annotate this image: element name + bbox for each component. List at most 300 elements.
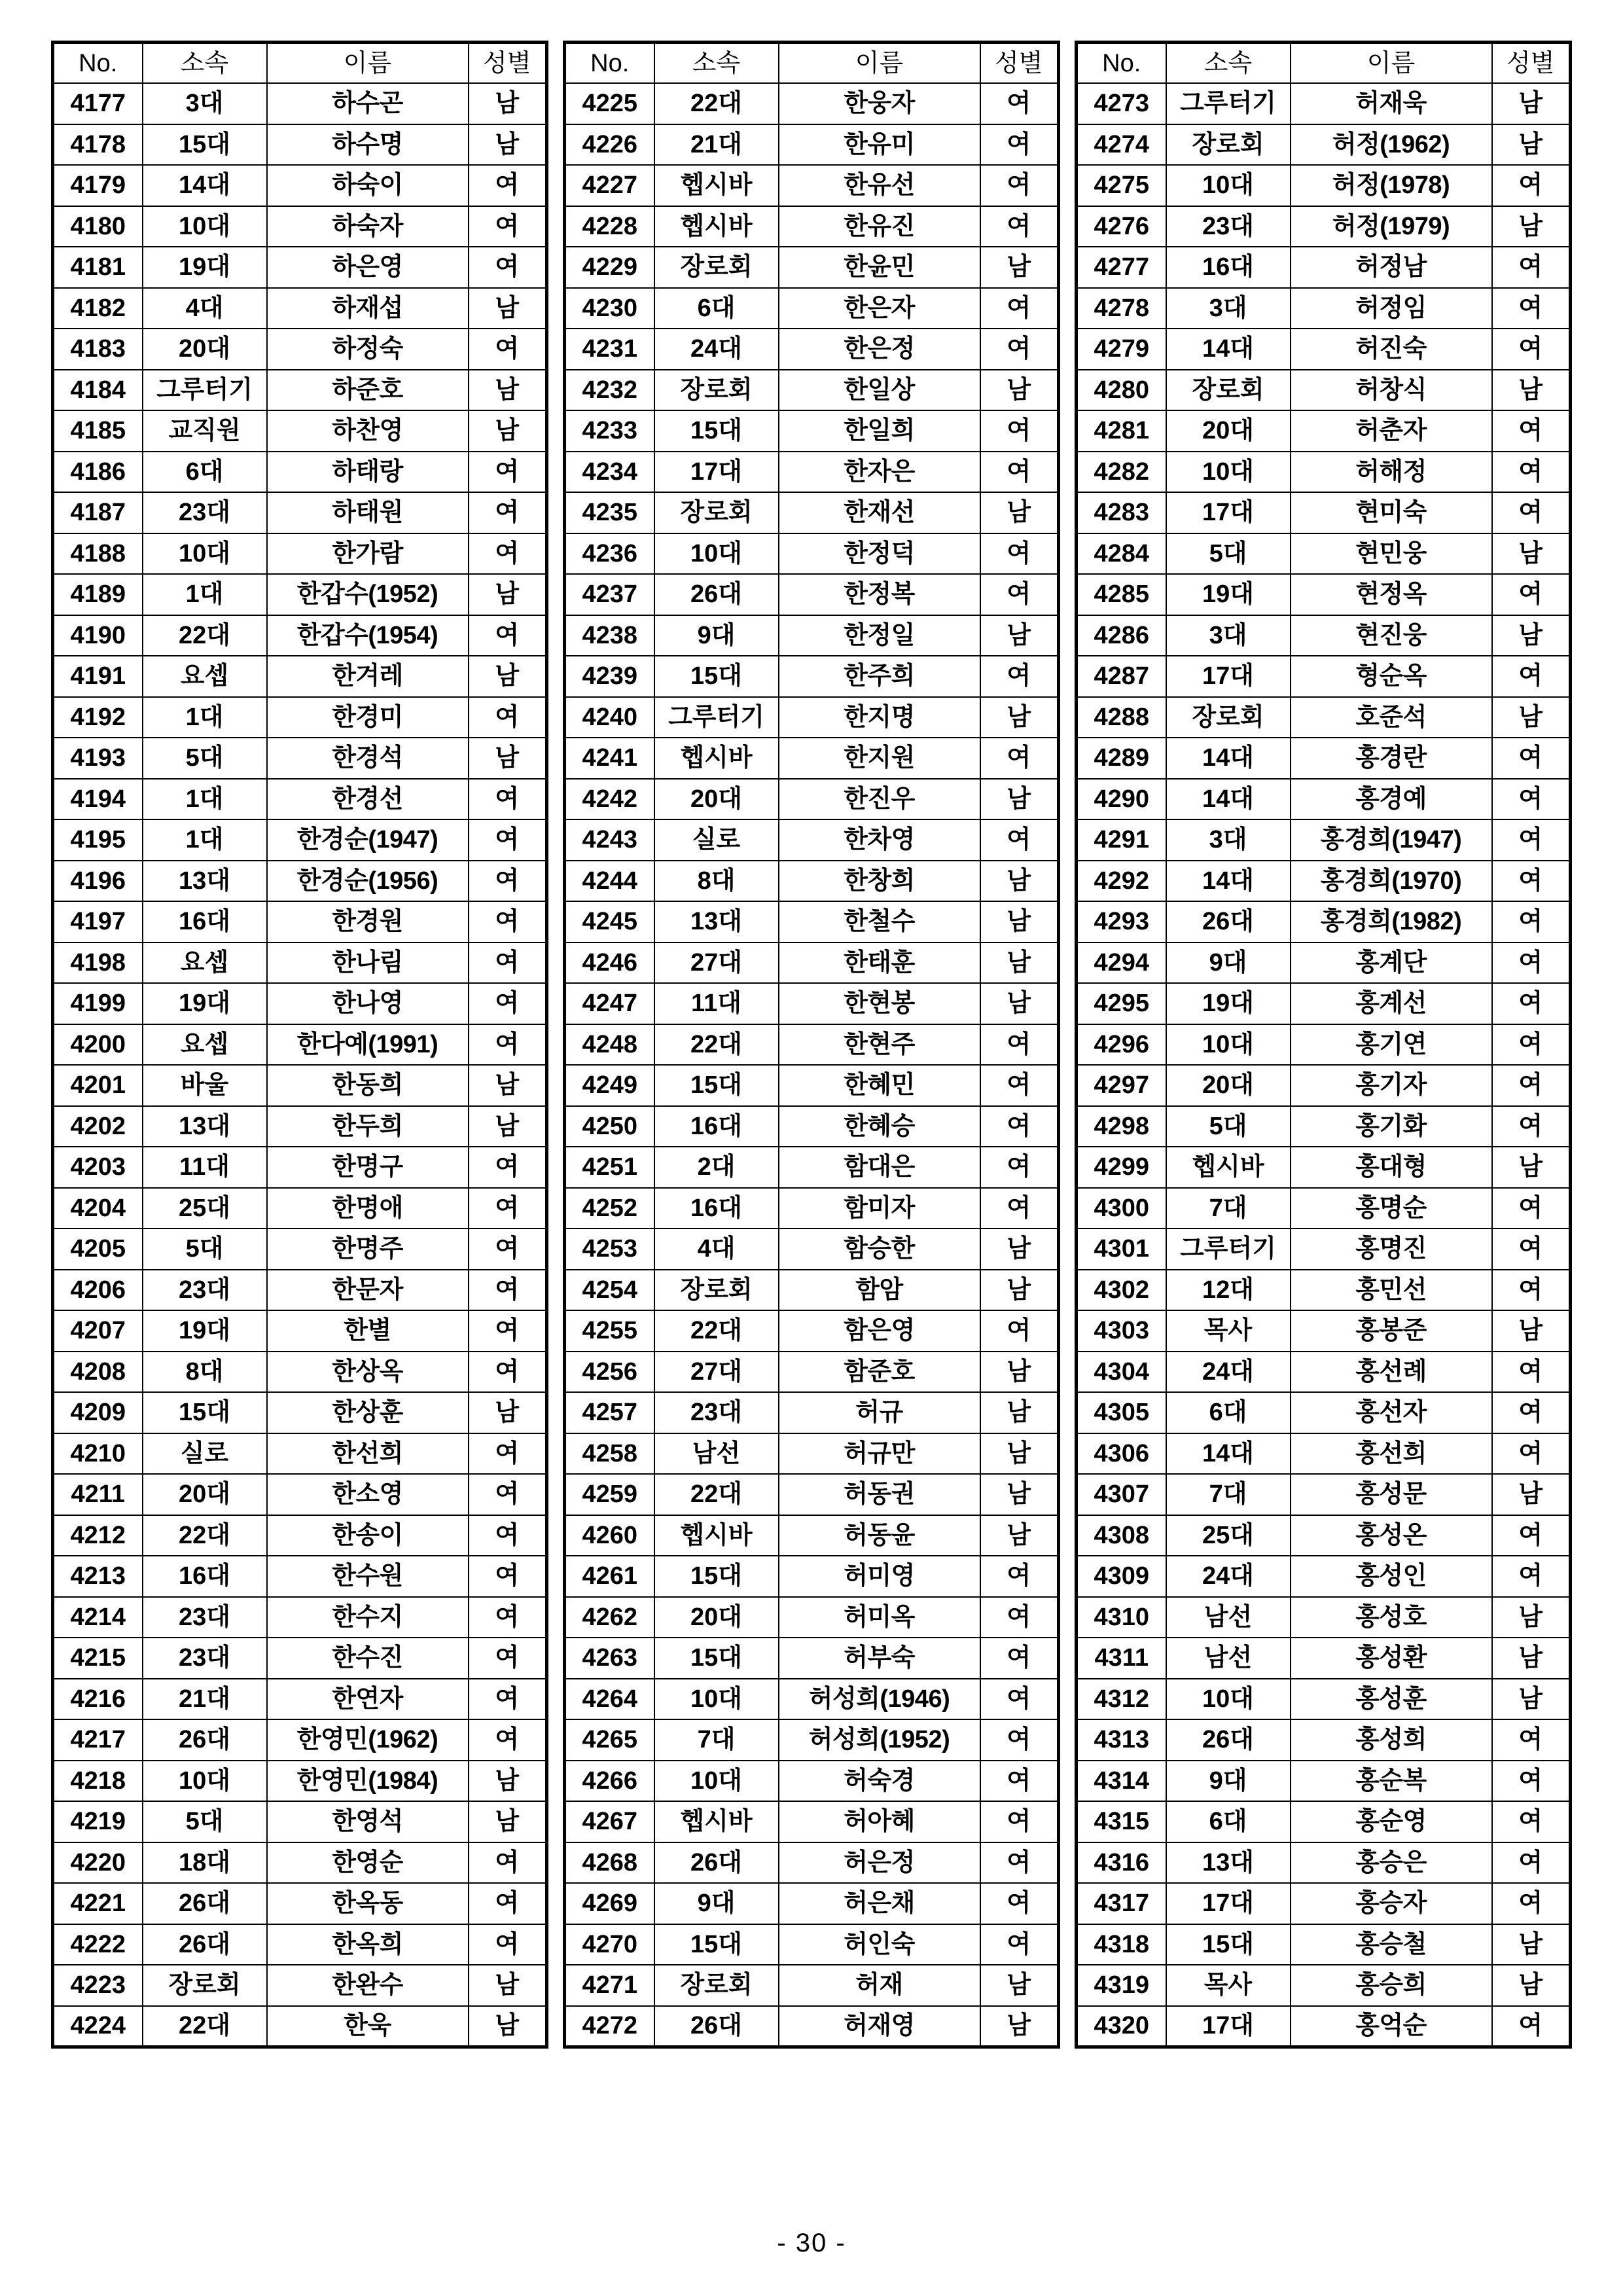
cell-sex: 여 — [980, 1801, 1059, 1842]
cell-name: 홍계선 — [1291, 983, 1492, 1024]
cell-no: 4256 — [565, 1352, 654, 1393]
cell-name: 홍기화 — [1291, 1106, 1492, 1147]
cell-org: 22대 — [654, 1024, 779, 1066]
cell-org: 요셉 — [143, 1024, 267, 1066]
cell-org: 11대 — [143, 1147, 267, 1188]
cell-org: 21대 — [654, 124, 779, 166]
cell-name: 함대은 — [779, 1147, 980, 1188]
cell-sex: 여 — [980, 1924, 1059, 1965]
cell-org: 26대 — [654, 1842, 779, 1884]
cell-sex: 여 — [1492, 1433, 1571, 1475]
cell-name: 하재섭 — [267, 288, 469, 329]
cell-sex: 남 — [469, 370, 547, 411]
table-row — [1077, 1229, 1571, 1270]
cell-sex: 남 — [469, 410, 547, 452]
cell-no: 4286 — [1077, 615, 1166, 656]
table-row — [565, 1352, 1059, 1393]
cell-sex: 남 — [980, 1392, 1059, 1433]
table-row — [53, 329, 547, 370]
cell-no: 4202 — [53, 1106, 143, 1147]
cell-name: 한상훈 — [267, 1392, 469, 1433]
table-row — [1077, 1188, 1571, 1229]
cell-sex: 여 — [1492, 1270, 1571, 1311]
cell-no: 4250 — [565, 1106, 654, 1147]
cell-name: 한수지 — [267, 1597, 469, 1638]
cell-sex: 남 — [1492, 124, 1571, 166]
cell-org: 27대 — [654, 942, 779, 984]
cell-sex: 여 — [1492, 1024, 1571, 1066]
table-row — [565, 1106, 1059, 1147]
cell-name: 한명구 — [267, 1147, 469, 1188]
cell-org: 21대 — [143, 1679, 267, 1720]
cell-sex: 여 — [1492, 656, 1571, 697]
cell-name: 홍승철 — [1291, 1924, 1492, 1965]
cell-name: 홍경예 — [1291, 779, 1492, 820]
cell-sex: 여 — [1492, 983, 1571, 1024]
header-row — [53, 43, 547, 84]
cell-org: 15대 — [143, 1392, 267, 1433]
cell-name: 하숙이 — [267, 165, 469, 206]
cell-name: 허미영 — [779, 1556, 980, 1597]
table-row — [53, 697, 547, 738]
cell-sex: 여 — [980, 1147, 1059, 1188]
cell-org: 26대 — [1166, 1719, 1291, 1761]
table-row — [53, 656, 547, 697]
table-row — [565, 1474, 1059, 1515]
cell-org: 장로회 — [654, 1965, 779, 2006]
cell-name: 한지명 — [779, 697, 980, 738]
column-header-sex: 성별 — [1492, 43, 1571, 84]
cell-org: 22대 — [654, 83, 779, 124]
cell-name: 현진웅 — [1291, 615, 1492, 656]
cell-name: 홍대형 — [1291, 1147, 1492, 1188]
cell-sex: 남 — [980, 1352, 1059, 1393]
table-row — [1077, 942, 1571, 984]
cell-org: 장로회 — [1166, 370, 1291, 411]
cell-name: 홍성희 — [1291, 1719, 1492, 1761]
cell-sex: 여 — [1492, 452, 1571, 493]
cell-sex: 남 — [469, 738, 547, 779]
cell-name: 홍순복 — [1291, 1761, 1492, 1802]
cell-no: 4206 — [53, 1270, 143, 1311]
cell-no: 4184 — [53, 370, 143, 411]
column-header-sex: 성별 — [469, 43, 547, 84]
table-row — [1077, 697, 1571, 738]
cell-no: 4288 — [1077, 697, 1166, 738]
table-row — [565, 370, 1059, 411]
cell-sex: 여 — [980, 83, 1059, 124]
cell-org: 19대 — [143, 247, 267, 288]
cell-org: 24대 — [1166, 1556, 1291, 1597]
cell-name: 허은채 — [779, 1883, 980, 1924]
table-row — [565, 410, 1059, 452]
cell-no: 4284 — [1077, 533, 1166, 575]
table-row — [1077, 1679, 1571, 1720]
cell-org: 14대 — [1166, 861, 1291, 902]
cell-sex: 남 — [980, 247, 1059, 288]
cell-name: 한영민(1962) — [267, 1719, 469, 1761]
cell-name: 홍경희(1970) — [1291, 861, 1492, 902]
cell-name: 한옥동 — [267, 1883, 469, 1924]
cell-no: 4236 — [565, 533, 654, 575]
cell-sex: 여 — [469, 1352, 547, 1393]
table-row — [565, 329, 1059, 370]
cell-no: 4282 — [1077, 452, 1166, 493]
cell-no: 4185 — [53, 410, 143, 452]
cell-name: 한영순 — [267, 1842, 469, 1884]
cell-sex: 여 — [1492, 1883, 1571, 1924]
cell-no: 4193 — [53, 738, 143, 779]
table-row — [565, 574, 1059, 615]
table-row — [53, 165, 547, 206]
cell-org: 17대 — [1166, 2006, 1291, 2047]
cell-org: 3대 — [1166, 615, 1291, 656]
table-row — [1077, 1883, 1571, 1924]
table-row — [53, 1392, 547, 1433]
cell-name: 홍경희(1982) — [1291, 901, 1492, 942]
table-row — [565, 697, 1059, 738]
cell-no: 4319 — [1077, 1965, 1166, 2006]
cell-no: 4243 — [565, 819, 654, 861]
table-row — [1077, 247, 1571, 288]
table-row — [53, 779, 547, 820]
cell-sex: 여 — [469, 206, 547, 247]
cell-org: 13대 — [1166, 1842, 1291, 1884]
cell-org: 27대 — [654, 1352, 779, 1393]
cell-sex: 여 — [1492, 1392, 1571, 1433]
table-row — [1077, 1065, 1571, 1106]
cell-org: 16대 — [143, 901, 267, 942]
table-row — [565, 1679, 1059, 1720]
cell-org: 26대 — [143, 1883, 267, 1924]
cell-sex: 남 — [1492, 1924, 1571, 1965]
roster-table-3 — [1075, 41, 1572, 2049]
cell-no: 4189 — [53, 574, 143, 615]
cell-no: 4269 — [565, 1883, 654, 1924]
table-row — [53, 1065, 547, 1106]
cell-name: 한문자 — [267, 1270, 469, 1311]
cell-name: 현정옥 — [1291, 574, 1492, 615]
cell-sex: 여 — [469, 1433, 547, 1475]
header-row — [565, 43, 1059, 84]
cell-name: 한나림 — [267, 942, 469, 984]
cell-sex: 남 — [1492, 1638, 1571, 1679]
cell-no: 4195 — [53, 819, 143, 861]
cell-name: 한현주 — [779, 1024, 980, 1066]
cell-name: 하수곤 — [267, 83, 469, 124]
cell-org: 13대 — [654, 901, 779, 942]
cell-no: 4237 — [565, 574, 654, 615]
cell-org: 17대 — [1166, 656, 1291, 697]
cell-name: 허미옥 — [779, 1597, 980, 1638]
cell-sex: 남 — [1492, 1597, 1571, 1638]
table-row — [565, 1842, 1059, 1884]
cell-sex: 남 — [980, 1229, 1059, 1270]
table-row — [53, 1801, 547, 1842]
cell-name: 홍명순 — [1291, 1188, 1492, 1229]
cell-no: 4287 — [1077, 656, 1166, 697]
table-row — [53, 1556, 547, 1597]
table-row — [53, 615, 547, 656]
cell-no: 4312 — [1077, 1679, 1166, 1720]
cell-no: 4247 — [565, 983, 654, 1024]
cell-sex: 여 — [980, 574, 1059, 615]
cell-name: 한정복 — [779, 574, 980, 615]
table-row — [1077, 1106, 1571, 1147]
cell-org: 6대 — [654, 288, 779, 329]
cell-org: 16대 — [654, 1106, 779, 1147]
cell-name: 한주희 — [779, 656, 980, 697]
cell-no: 4264 — [565, 1679, 654, 1720]
cell-no: 4248 — [565, 1024, 654, 1066]
cell-name: 한연자 — [267, 1679, 469, 1720]
table-header-1 — [53, 43, 547, 84]
cell-no: 4252 — [565, 1188, 654, 1229]
table-row — [1077, 983, 1571, 1024]
cell-sex: 여 — [1492, 1556, 1571, 1597]
table-row — [565, 288, 1059, 329]
cell-sex: 남 — [469, 1965, 547, 2006]
cell-no: 4314 — [1077, 1761, 1166, 1802]
cell-name: 하은영 — [267, 247, 469, 288]
cell-no: 4304 — [1077, 1352, 1166, 1393]
table-row — [1077, 1147, 1571, 1188]
cell-no: 4292 — [1077, 861, 1166, 902]
cell-org: 그루터기 — [1166, 1229, 1291, 1270]
column-header-org: 소속 — [143, 43, 267, 84]
cell-name: 한유선 — [779, 165, 980, 206]
cell-org: 10대 — [1166, 1679, 1291, 1720]
cell-no: 4315 — [1077, 1801, 1166, 1842]
table-row — [565, 1392, 1059, 1433]
cell-name: 하수명 — [267, 124, 469, 166]
cell-no: 4194 — [53, 779, 143, 820]
cell-no: 4210 — [53, 1433, 143, 1475]
table-row — [565, 819, 1059, 861]
table-row — [53, 1924, 547, 1965]
cell-org: 14대 — [1166, 779, 1291, 820]
cell-sex: 여 — [1492, 574, 1571, 615]
table-row — [1077, 738, 1571, 779]
cell-sex: 남 — [980, 779, 1059, 820]
cell-sex: 여 — [1492, 861, 1571, 902]
cell-name: 한유미 — [779, 124, 980, 166]
cell-org: 장로회 — [654, 1270, 779, 1311]
cell-no: 4201 — [53, 1065, 143, 1106]
cell-sex: 남 — [980, 1965, 1059, 2006]
table-row — [1077, 452, 1571, 493]
table-row — [53, 861, 547, 902]
cell-name: 허재욱 — [1291, 83, 1492, 124]
table-row — [565, 1801, 1059, 1842]
table-row — [1077, 1024, 1571, 1066]
cell-no: 4186 — [53, 452, 143, 493]
cell-no: 4263 — [565, 1638, 654, 1679]
cell-sex: 여 — [1492, 2006, 1571, 2047]
cell-name: 허정임 — [1291, 288, 1492, 329]
table-row — [1077, 370, 1571, 411]
cell-org: 남선 — [1166, 1597, 1291, 1638]
cell-sex: 남 — [1492, 206, 1571, 247]
cell-name: 함암 — [779, 1270, 980, 1311]
cell-sex: 여 — [469, 247, 547, 288]
cell-org: 헵시바 — [654, 738, 779, 779]
cell-sex: 여 — [1492, 738, 1571, 779]
table-body-2 — [565, 83, 1059, 2047]
table-row — [1077, 206, 1571, 247]
cell-sex: 여 — [980, 1761, 1059, 1802]
cell-no: 4275 — [1077, 165, 1166, 206]
cell-name: 홍승자 — [1291, 1883, 1492, 1924]
table-row — [1077, 1965, 1571, 2006]
table-row — [565, 942, 1059, 984]
cell-org: 1대 — [143, 819, 267, 861]
cell-sex: 여 — [980, 410, 1059, 452]
cell-sex: 남 — [469, 1392, 547, 1433]
cell-no: 4179 — [53, 165, 143, 206]
cell-name: 한송이 — [267, 1515, 469, 1556]
cell-no: 4208 — [53, 1352, 143, 1393]
table-header-3 — [1077, 43, 1571, 84]
cell-sex: 남 — [469, 1761, 547, 1802]
cell-org: 5대 — [143, 738, 267, 779]
table-row — [565, 124, 1059, 166]
cell-no: 4234 — [565, 452, 654, 493]
table-row — [1077, 1515, 1571, 1556]
cell-no: 4215 — [53, 1638, 143, 1679]
cell-no: 4268 — [565, 1842, 654, 1884]
cell-name: 한재선 — [779, 492, 980, 533]
table-row — [53, 1352, 547, 1393]
cell-sex: 남 — [980, 942, 1059, 984]
cell-no: 4199 — [53, 983, 143, 1024]
cell-sex: 여 — [980, 819, 1059, 861]
cell-no: 4280 — [1077, 370, 1166, 411]
cell-sex: 여 — [1492, 1352, 1571, 1393]
cell-sex: 남 — [980, 2006, 1059, 2047]
cell-sex: 여 — [469, 1024, 547, 1066]
table-row — [53, 410, 547, 452]
table-row — [1077, 861, 1571, 902]
cell-sex: 여 — [980, 1597, 1059, 1638]
cell-sex: 여 — [469, 1188, 547, 1229]
cell-sex: 남 — [980, 983, 1059, 1024]
table-row — [53, 1883, 547, 1924]
table-row — [53, 574, 547, 615]
cell-sex: 여 — [469, 1310, 547, 1352]
cell-org: 실로 — [654, 819, 779, 861]
cell-sex: 여 — [469, 452, 547, 493]
cell-sex: 남 — [469, 574, 547, 615]
cell-org: 7대 — [1166, 1474, 1291, 1515]
cell-org: 19대 — [1166, 574, 1291, 615]
cell-sex: 남 — [1492, 1965, 1571, 2006]
cell-name: 한경원 — [267, 901, 469, 942]
cell-org: 22대 — [143, 615, 267, 656]
cell-sex: 남 — [469, 1106, 547, 1147]
cell-no: 4306 — [1077, 1433, 1166, 1475]
table-row — [1077, 1556, 1571, 1597]
cell-sex: 남 — [469, 1801, 547, 1842]
table-row — [565, 656, 1059, 697]
cell-name: 한나영 — [267, 983, 469, 1024]
cell-org: 남선 — [654, 1433, 779, 1475]
cell-org: 17대 — [1166, 492, 1291, 533]
roster-table-2 — [563, 41, 1060, 2049]
cell-sex: 여 — [469, 1147, 547, 1188]
cell-org: 1대 — [143, 574, 267, 615]
cell-no: 4178 — [53, 124, 143, 166]
cell-sex: 여 — [1492, 819, 1571, 861]
cell-name: 허정(1978) — [1291, 165, 1492, 206]
table-row — [1077, 1310, 1571, 1352]
table-row — [53, 370, 547, 411]
table-row — [1077, 124, 1571, 166]
table-row — [53, 124, 547, 166]
cell-org: 헵시바 — [654, 206, 779, 247]
table-row — [565, 492, 1059, 533]
cell-no: 4253 — [565, 1229, 654, 1270]
cell-no: 4231 — [565, 329, 654, 370]
cell-org: 10대 — [1166, 1024, 1291, 1066]
cell-name: 한현봉 — [779, 983, 980, 1024]
cell-name: 한진우 — [779, 779, 980, 820]
table-row — [565, 1556, 1059, 1597]
cell-no: 4221 — [53, 1883, 143, 1924]
cell-name: 허정(1979) — [1291, 206, 1492, 247]
cell-name: 허재 — [779, 1965, 980, 2006]
table-row — [565, 1229, 1059, 1270]
cell-sex: 여 — [980, 1556, 1059, 1597]
cell-name: 한차영 — [779, 819, 980, 861]
cell-no: 4283 — [1077, 492, 1166, 533]
cell-sex: 여 — [980, 533, 1059, 575]
roster-columns-container — [51, 41, 1572, 2049]
cell-sex: 남 — [1492, 1147, 1571, 1188]
table-row — [565, 165, 1059, 206]
table-row — [53, 83, 547, 124]
cell-org: 헵시바 — [654, 1801, 779, 1842]
cell-name: 허진숙 — [1291, 329, 1492, 370]
cell-sex: 여 — [980, 1719, 1059, 1761]
table-row — [1077, 656, 1571, 697]
cell-org: 23대 — [143, 1597, 267, 1638]
table-row — [1077, 615, 1571, 656]
cell-name: 홍명진 — [1291, 1229, 1492, 1270]
cell-sex: 남 — [469, 2006, 547, 2047]
cell-sex: 여 — [1492, 1842, 1571, 1884]
cell-no: 4224 — [53, 2006, 143, 2047]
cell-no: 4272 — [565, 2006, 654, 2047]
column-header-sex: 성별 — [980, 43, 1059, 84]
cell-name: 한명애 — [267, 1188, 469, 1229]
cell-no: 4205 — [53, 1229, 143, 1270]
cell-no: 4187 — [53, 492, 143, 533]
cell-org: 9대 — [1166, 942, 1291, 984]
cell-org: 5대 — [1166, 1106, 1291, 1147]
cell-org: 10대 — [1166, 165, 1291, 206]
cell-name: 함준호 — [779, 1352, 980, 1393]
cell-no: 4257 — [565, 1392, 654, 1433]
cell-org: 25대 — [143, 1188, 267, 1229]
cell-no: 4216 — [53, 1679, 143, 1720]
table-row — [53, 1106, 547, 1147]
cell-no: 4233 — [565, 410, 654, 452]
cell-org: 장로회 — [1166, 124, 1291, 166]
column-header-org: 소속 — [1166, 43, 1291, 84]
cell-org: 16대 — [654, 1188, 779, 1229]
table-row — [53, 492, 547, 533]
